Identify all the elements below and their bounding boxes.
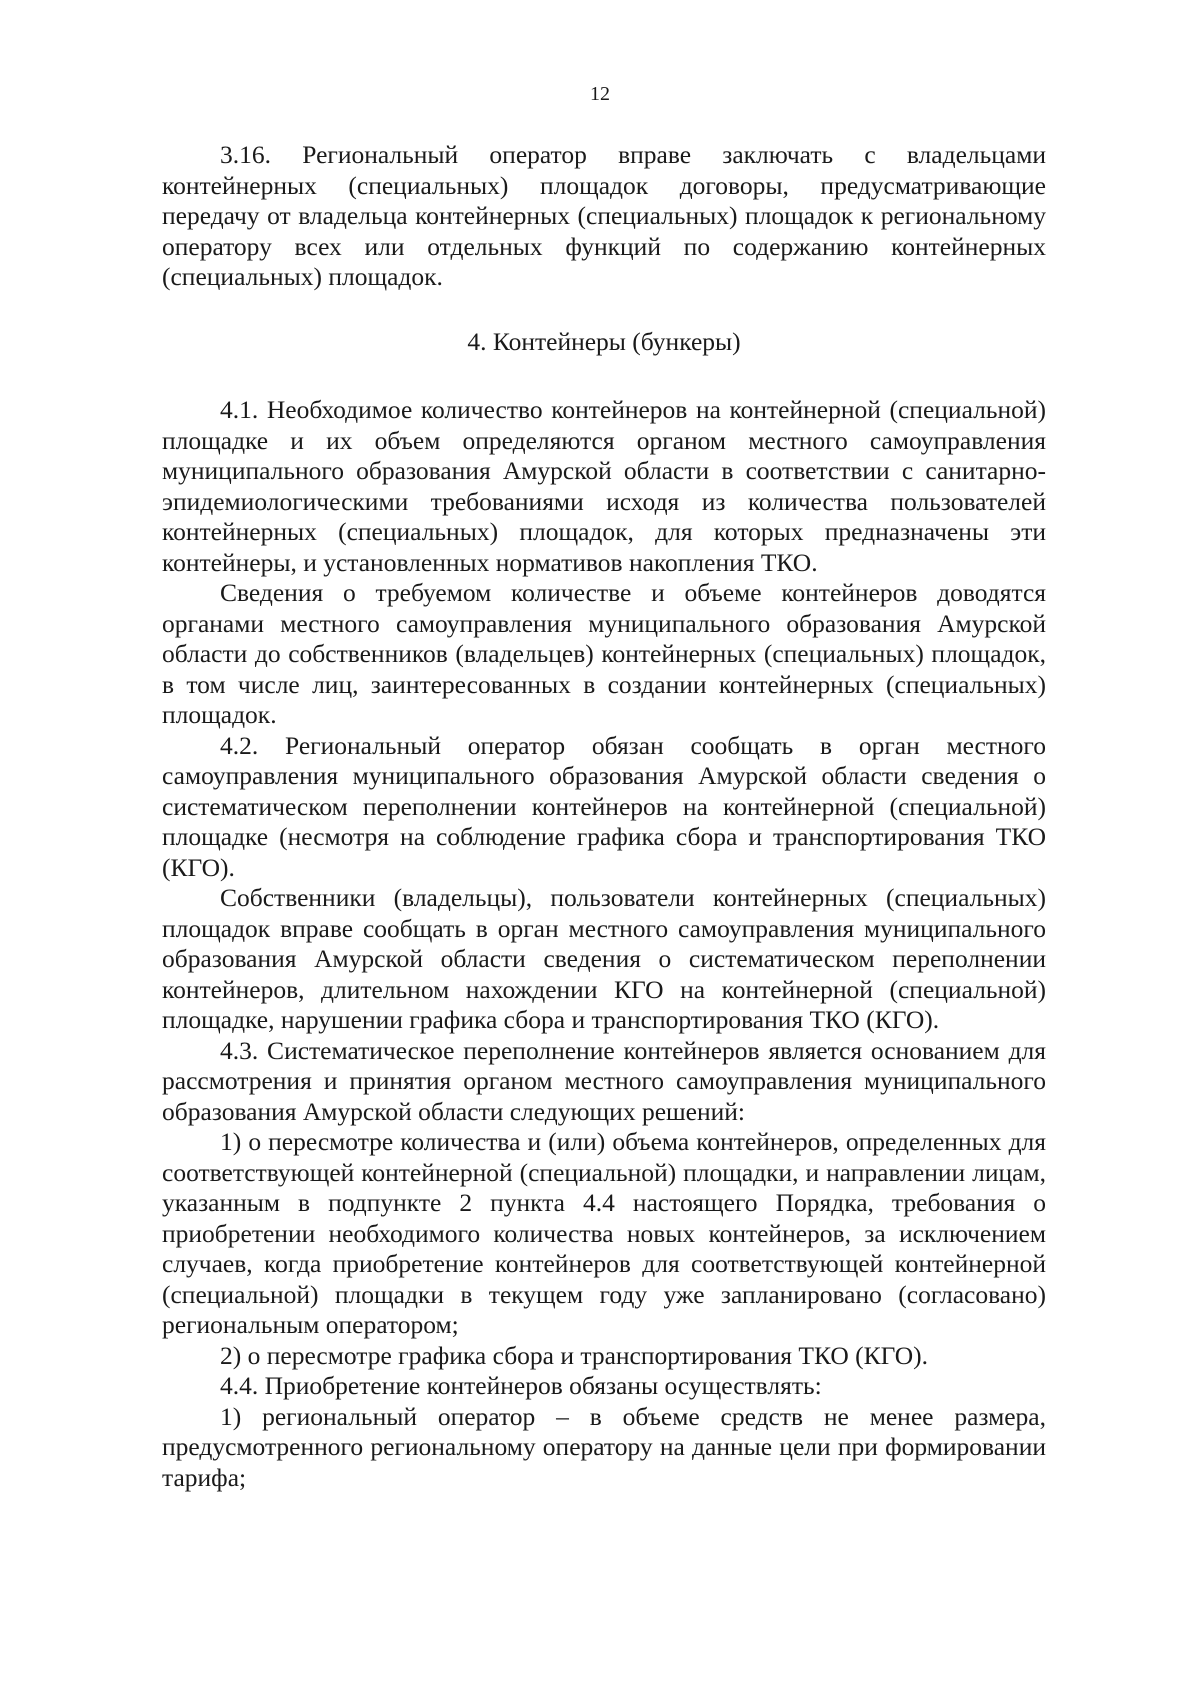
document-body bbox=[162, 140, 1046, 1493]
paragraph-3-16: 3.16. Региональный оператор вправе заключать с владельцами контейнерных (специальных) площадок договоры, предусматривающие передачу от владельца контейнерных (специальных) площадок к региональному оператору всех или отдельных функций по содержанию контейнерных (специальных) площадок. bbox=[162, 140, 1046, 291]
paragraph-4-4-item-1: 1) региональный оператор – в объеме средств не менее размера, предусмотренного региональному оператору на данные цели при формировании тарифа; bbox=[162, 1401, 1046, 1492]
paragraph-4-2-owners: Собственники (владельцы), пользователи контейнерных (специальных) площадок вправе сообщать в орган местного самоуправления муниципального образования Амурской области сведения о систематическом переполнении контейнеров, длительном нахождении КГО на контейнерной (специальной) площадке, нарушении графика сбора и транспортирования ТКО (КГО). bbox=[162, 883, 1046, 1034]
paragraph-4-1: 4.1. Необходимое количество контейнеров на контейнерной (специальной) площадке и их объем определяются органом местного самоуправления муниципального образования Амурской области в соответствии с санитарно-эпидемиологическими требованиями исходя из количества пользователей контейнерных (специальных) площадок, для которых предназначены эти контейнеры, и установленных нормативов накопления ТКО. bbox=[162, 395, 1046, 577]
paragraph-4-4: 4.4. Приобретение контейнеров обязаны осуществлять: bbox=[220, 1371, 822, 1400]
paragraph-4-3: 4.3. Систематическое переполнение контейнеров является основанием для рассмотрения и принятия органом местного самоуправления муниципального образования Амурской области следующих решений: bbox=[162, 1035, 1046, 1126]
paragraph-4-2: 4.2. Региональный оператор обязан сообщать в орган местного самоуправления муниципального образования Амурской области сведения о систематическом переполнении контейнеров на контейнерной (специальной) площадке (несмотря на соблюдение графика сбора и транспортирования ТКО (КГО). bbox=[162, 730, 1046, 882]
paragraph-4-1-info: Сведения о требуемом количестве и объеме контейнеров доводятся органами местного самоуправления муниципального образования Амурской области до собственников (владельцев) контейнерных (специальных) площадок, в том числе лиц, заинтересованных в создании контейнерных (специальных) площадок. bbox=[162, 578, 1046, 729]
paragraph-4-3-item-2: 2) о пересмотре графика сбора и транспортирования ТКО (КГО). bbox=[220, 1340, 929, 1370]
paragraph-4-3-item-1: 1) о пересмотре количества и (или) объема контейнеров, определенных для соответствующей контейнерной (специальной) площадки, и направлении лицам, указанным в подпункте 2 пункта 4.4 настоящего Порядка, требования о приобретении необходимого количества новых контейнеров, за исключением случаев, когда приобретение контейнеров для соответствующей контейнерной (специальной) площадки в текущем году уже запланировано (согласовано) региональным оператором; bbox=[162, 1127, 1046, 1339]
section-title-4: 4. Контейнеры (бункеры) bbox=[467, 326, 741, 356]
page-number: 12 bbox=[590, 83, 610, 105]
